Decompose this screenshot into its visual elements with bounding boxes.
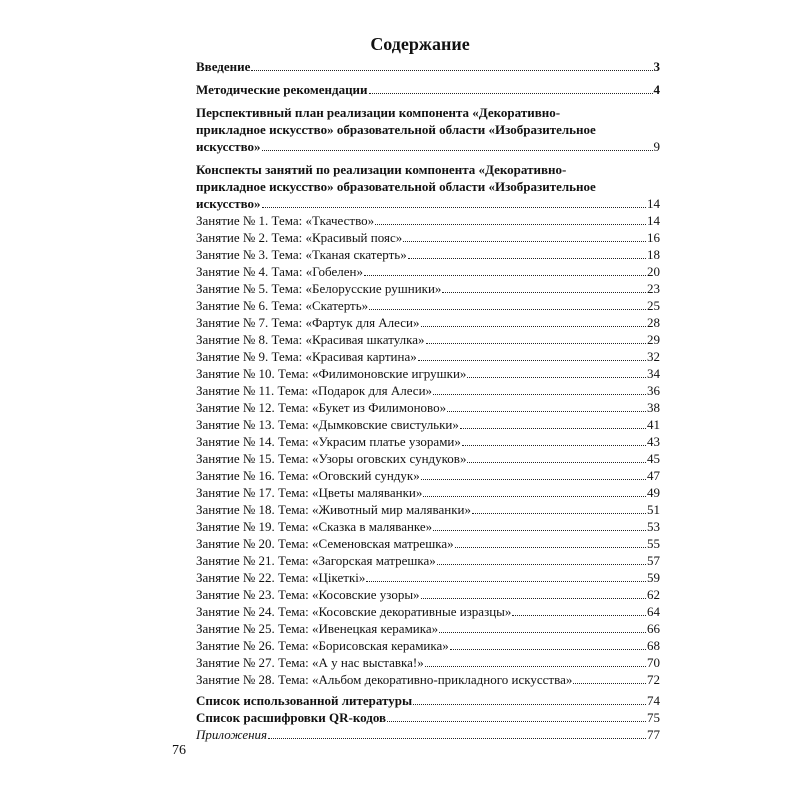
toc-lesson-entry[interactable] xyxy=(196,314,660,331)
dot-leader xyxy=(262,207,646,208)
toc-lesson-entry[interactable] xyxy=(196,603,660,620)
toc-lesson-entry[interactable] xyxy=(196,433,660,450)
toc-lesson-entry[interactable] xyxy=(196,365,660,382)
toc-entry-page: 68 xyxy=(647,638,660,653)
toc-entry-page: 25 xyxy=(647,298,660,313)
toc-lesson-entry[interactable] xyxy=(196,654,660,671)
toc-entry-page: 53 xyxy=(647,519,660,534)
dot-leader xyxy=(421,598,646,599)
toc-lesson-entry[interactable] xyxy=(196,535,660,552)
toc-lesson-entry[interactable] xyxy=(196,212,660,229)
dot-leader xyxy=(403,241,646,242)
toc-lesson-entry[interactable] xyxy=(196,637,660,654)
toc-lesson-entry[interactable] xyxy=(196,297,660,314)
toc-entry-label: Занятие № 11. Тема: «Подарок для Алеси» xyxy=(196,383,433,398)
dot-leader xyxy=(442,292,646,293)
dot-leader xyxy=(418,360,646,361)
toc-lesson-entry[interactable] xyxy=(196,331,660,348)
dot-leader xyxy=(472,513,646,514)
toc-entry-page: 9 xyxy=(653,139,660,154)
dot-leader xyxy=(467,377,646,378)
toc-entry-label-line: искусство» xyxy=(196,139,261,154)
toc-lesson-entry[interactable] xyxy=(196,620,660,637)
toc-entry-page: 18 xyxy=(647,247,660,262)
toc-entry-literature[interactable] xyxy=(196,692,660,709)
toc-lesson-entry[interactable] xyxy=(196,484,660,501)
toc-lesson-entry[interactable] xyxy=(196,552,660,569)
toc-entry-label: Занятие № 27. Тема: «А у нас выставка!» xyxy=(196,655,424,670)
toc-lesson-entry[interactable] xyxy=(196,501,660,518)
dot-leader xyxy=(433,530,646,531)
toc-entry-page: 16 xyxy=(647,230,660,245)
toc-entry-page: 74 xyxy=(647,693,660,708)
dot-leader xyxy=(369,93,653,94)
dot-leader xyxy=(450,649,646,650)
toc-entry-label: Занятие № 3. Тема: «Тканая скатерть» xyxy=(196,247,407,262)
dot-leader xyxy=(425,666,646,667)
toc-entry-page: 29 xyxy=(647,332,660,347)
dot-leader xyxy=(413,704,646,705)
toc-lesson-entry[interactable] xyxy=(196,671,660,688)
toc-entry-label: Список использованной литературы xyxy=(196,693,413,708)
table-of-contents xyxy=(196,58,660,743)
toc-entry-page: 4 xyxy=(653,82,660,97)
dot-leader xyxy=(366,581,646,582)
toc-entry-page: 62 xyxy=(647,587,660,602)
dot-leader xyxy=(447,411,646,412)
toc-entry-page: 36 xyxy=(647,383,660,398)
dot-leader xyxy=(375,224,646,225)
toc-entry-label: Введение xyxy=(196,59,251,74)
toc-lesson-entry[interactable] xyxy=(196,382,660,399)
toc-entry-label-line: Конспекты занятий по реализации компонента «Декоративно- xyxy=(196,162,567,177)
dot-leader xyxy=(573,683,646,684)
toc-entry-label: Занятие № 15. Тема: «Узоры оговских сундуков» xyxy=(196,451,467,466)
toc-lesson-entry[interactable] xyxy=(196,569,660,586)
dot-leader xyxy=(262,150,653,151)
toc-entry-label: Методические рекомендации xyxy=(196,82,368,97)
toc-entry-intro[interactable] xyxy=(196,58,660,75)
toc-entry-page: 70 xyxy=(647,655,660,670)
toc-entry-label: Занятие № 12. Тема: «Букет из Филимоново» xyxy=(196,400,447,415)
toc-entry-page: 28 xyxy=(647,315,660,330)
lessons-list xyxy=(196,212,660,688)
toc-entry-page: 45 xyxy=(647,451,660,466)
toc-lesson-entry[interactable] xyxy=(196,246,660,263)
dot-leader xyxy=(439,632,646,633)
dot-leader xyxy=(462,445,646,446)
toc-entry-label: Занятие № 7. Тема: «Фартук для Алеси» xyxy=(196,315,420,330)
page-title: Содержание xyxy=(370,34,470,54)
toc-entry-appendix[interactable] xyxy=(196,726,660,743)
toc-entry-page: 77 xyxy=(647,727,660,742)
toc-lesson-entry[interactable] xyxy=(196,280,660,297)
toc-entry-label: Занятие № 23. Тема: «Косовские узоры» xyxy=(196,587,420,602)
dot-leader xyxy=(268,738,646,739)
toc-entry-page: 66 xyxy=(647,621,660,636)
toc-entry-label-line: Перспективный план реализации компонента «Декоративно- xyxy=(196,105,561,120)
toc-entry-label: Список расшифровки QR-кодов xyxy=(196,710,387,725)
toc-entry-label-line: искусство» xyxy=(196,196,261,211)
dot-leader xyxy=(433,394,646,395)
toc-entry-label: Занятие № 4. Тама: «Гобелен» xyxy=(196,264,363,279)
dot-leader xyxy=(387,721,646,722)
toc-entry-page: 34 xyxy=(647,366,660,381)
toc-entry-page: 57 xyxy=(647,553,660,568)
toc-entry-page: 51 xyxy=(647,502,660,517)
dot-leader xyxy=(512,615,646,616)
toc-entry-page: 64 xyxy=(647,604,660,619)
toc-entry-label-line: прикладное искусство» образовательной области «Изобразительное xyxy=(196,122,596,137)
dot-leader xyxy=(251,70,652,71)
dot-leader xyxy=(426,343,646,344)
toc-entry-methods[interactable] xyxy=(196,81,660,98)
toc-lesson-entry[interactable] xyxy=(196,467,660,484)
toc-entry-page: 55 xyxy=(647,536,660,551)
toc-entry-label: Занятие № 19. Тема: «Сказка в маляванке» xyxy=(196,519,433,534)
toc-entry-label: Занятие № 28. Тема: «Альбом декоративно-прикладного искусства» xyxy=(196,672,573,687)
toc-lesson-entry[interactable] xyxy=(196,518,660,535)
dot-leader xyxy=(460,428,646,429)
toc-entry-page: 14 xyxy=(647,213,660,228)
toc-entry-plan[interactable] xyxy=(196,104,660,155)
dot-leader xyxy=(423,496,646,497)
toc-entry-page: 3 xyxy=(653,59,660,74)
toc-lesson-entry[interactable] xyxy=(196,450,660,467)
toc-entry-page: 32 xyxy=(647,349,660,364)
page-number: 76 xyxy=(172,743,186,758)
dot-leader xyxy=(467,462,646,463)
toc-entry-page: 72 xyxy=(647,672,660,687)
toc-entry-page: 59 xyxy=(647,570,660,585)
toc-entry-page: 43 xyxy=(647,434,660,449)
toc-entry-label: Занятие № 9. Тема: «Красивая картина» xyxy=(196,349,417,364)
toc-entry-label: Занятие № 21. Тема: «Загорская матрешка» xyxy=(196,553,436,568)
toc-entry-qr[interactable] xyxy=(196,709,660,726)
toc-lesson-entry[interactable] xyxy=(196,348,660,365)
toc-entry-notes[interactable] xyxy=(196,161,660,212)
toc-entry-label: Занятие № 8. Тема: «Красивая шкатулка» xyxy=(196,332,425,347)
toc-entry-label: Приложения xyxy=(196,727,268,742)
toc-lesson-entry[interactable] xyxy=(196,229,660,246)
toc-entry-label: Занятие № 10. Тема: «Филимоновские игрушки» xyxy=(196,366,467,381)
dot-leader xyxy=(421,326,647,327)
dot-leader xyxy=(455,547,646,548)
toc-entry-label: Занятие № 2. Тема: «Красивый пояс» xyxy=(196,230,403,245)
toc-lesson-entry[interactable] xyxy=(196,399,660,416)
toc-entry-label-line: прикладное искусство» образовательной области «Изобразительное xyxy=(196,179,596,194)
toc-entry-page: 41 xyxy=(647,417,660,432)
toc-entry-label: Занятие № 17. Тема: «Цветы маляванки» xyxy=(196,485,423,500)
toc-entry-label: Занятие № 6. Тема: «Скатерть» xyxy=(196,298,369,313)
toc-entry-page: 20 xyxy=(647,264,660,279)
toc-entry-label: Занятие № 14. Тема: «Украсим платье узорами» xyxy=(196,434,461,449)
toc-entry-page: 23 xyxy=(647,281,660,296)
toc-lesson-entry[interactable] xyxy=(196,263,660,280)
dot-leader xyxy=(421,479,646,480)
toc-entry-label: Занятие № 1. Тема: «Ткачество» xyxy=(196,213,375,228)
toc-entry-page: 49 xyxy=(647,485,660,500)
toc-entry-page: 38 xyxy=(647,400,660,415)
toc-lesson-entry[interactable] xyxy=(196,416,660,433)
dot-leader xyxy=(364,275,646,276)
toc-entry-label: Занятие № 5. Тема: «Белорусские рушники» xyxy=(196,281,442,296)
toc-entry-label: Занятие № 22. Тема: «Цікеткі» xyxy=(196,570,366,585)
dot-leader xyxy=(437,564,646,565)
toc-entry-page: 75 xyxy=(647,710,660,725)
toc-entry-label: Занятие № 24. Тема: «Косовские декоративные изразцы» xyxy=(196,604,512,619)
toc-entry-label: Занятие № 16. Тема: «Оговский сундук» xyxy=(196,468,420,483)
dot-leader xyxy=(369,309,646,310)
dot-leader xyxy=(408,258,646,259)
toc-entry-label: Занятие № 25. Тема: «Ивенецкая керамика» xyxy=(196,621,439,636)
toc-entry-label: Занятие № 26. Тема: «Борисовская керамика» xyxy=(196,638,449,653)
toc-lesson-entry[interactable] xyxy=(196,586,660,603)
toc-entry-label: Занятие № 20. Тема: «Семеновская матрешка» xyxy=(196,536,454,551)
toc-entry-page: 47 xyxy=(647,468,660,483)
toc-entry-label: Занятие № 18. Тема: «Животный мир маляванки» xyxy=(196,502,471,517)
toc-entry-label: Занятие № 13. Тема: «Дымковские свистульки» xyxy=(196,417,459,432)
toc-entry-page: 14 xyxy=(647,196,660,211)
